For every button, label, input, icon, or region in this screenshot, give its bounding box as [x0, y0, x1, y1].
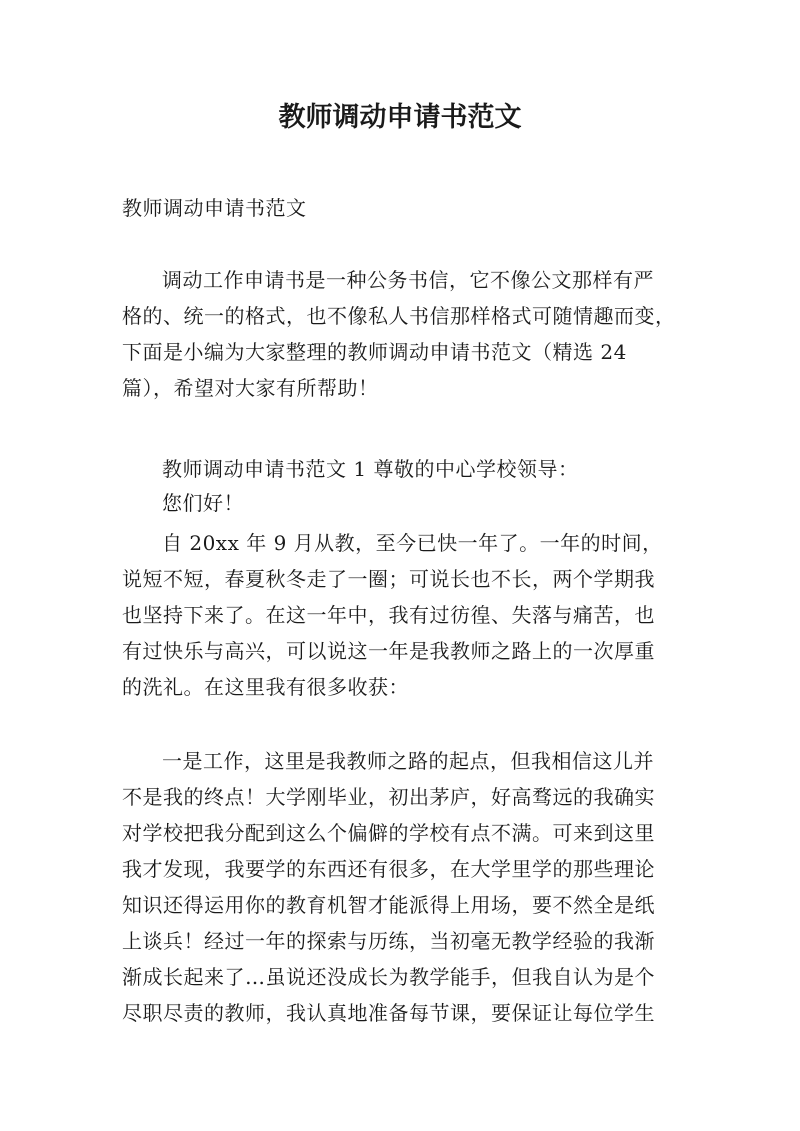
paragraph-line: 对学校把我分配到这么个偏僻的学校有点不满。可来到这里 [122, 821, 655, 845]
greeting: 您们好！ [162, 491, 244, 515]
paragraph-line: 知识还得运用你的教育机智才能派得上用场，要不然全是纸 [122, 893, 655, 917]
paragraph-line: 我才发现，我要学的东西还有很多，在大学里学的那些理论 [122, 857, 655, 881]
body-paragraph-2 [122, 743, 682, 1031]
intro-line: 篇），希望对大家有所帮助！ [122, 376, 379, 400]
paragraph-line: 渐成长起来了…虽说还没成长为教学能手，但我自认为是个 [122, 965, 655, 989]
paragraph-line: 上谈兵！经过一年的探索与历练，当初毫无教学经验的我渐 [122, 929, 655, 953]
intro-line: 下面是小编为大家整理的教师调动申请书范文（精选 24 [122, 340, 627, 364]
paragraph-line: 尽职尽责的教师，我认真地准备每节课，要保证让每位学生 [122, 1001, 655, 1025]
paragraph-line: 不是我的终点！大学刚毕业，初出茅庐，好高骛远的我确实 [122, 785, 655, 809]
paragraph-line: 的洗礼。在这里我有很多收获： [122, 675, 409, 699]
paragraph-line: 有过快乐与高兴，可以说这一年是我教师之路上的一次厚重 [122, 639, 655, 663]
paragraph-line: 一是工作，这里是我教师之路的起点，但我相信这儿并 [162, 749, 654, 773]
intro-paragraph [122, 262, 682, 406]
paragraph-line: 说短不短，春夏秋冬走了一圈；可说长也不长，两个学期我 [122, 567, 655, 591]
section-heading: 教师调动申请书范文 1 尊敬的中心学校领导： [162, 457, 579, 481]
body-paragraph-1 [122, 525, 682, 705]
intro-line: 调动工作申请书是一种公务书信，它不像公文那样有严 [162, 268, 654, 292]
intro-line: 格的、统一的格式，也不像私人书信那样格式可随情趣而变， [122, 304, 676, 328]
document-subtitle: 教师调动申请书范文 [122, 196, 307, 220]
page-title: 教师调动申请书范文 [278, 102, 522, 133]
paragraph-line: 自 20xx 年 9 月从教，至今已快一年了。一年的时间， [162, 531, 663, 555]
paragraph-line: 也坚持下来了。在这一年中，我有过彷徨、失落与痛苦，也 [122, 603, 655, 627]
